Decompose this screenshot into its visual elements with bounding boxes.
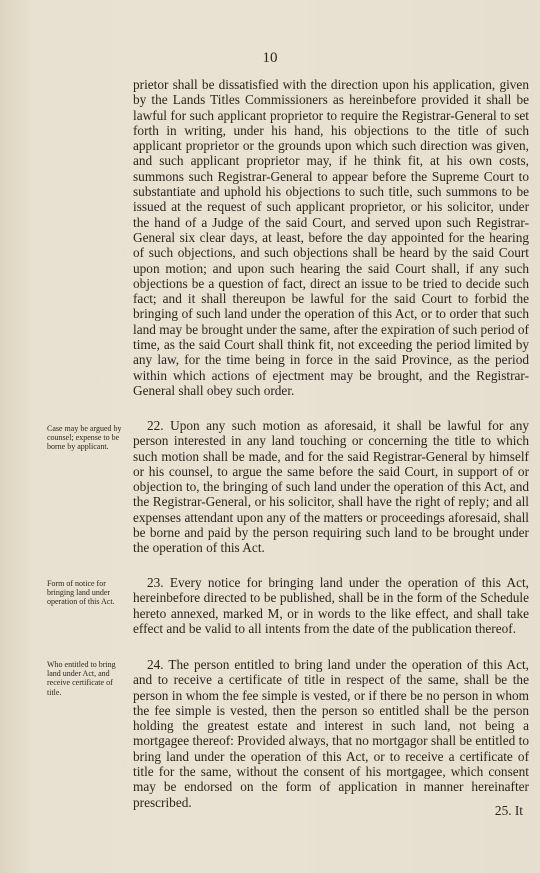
continuation-paragraph	[133, 77, 529, 398]
sidenote-section-23: Form of notice for bringing land under operation of this Act.	[47, 579, 115, 607]
sidenote-section-22: Case may be argued by counsel; expense to be borne by applicant.	[47, 424, 122, 452]
sidenote-section-24: Who entitled to bring land under Act, and receive certificate of title.	[47, 660, 116, 697]
section-24	[133, 657, 529, 810]
page-number: 10	[262, 50, 278, 66]
section-23	[133, 575, 529, 636]
section-22	[133, 418, 529, 556]
continuation-text: prietor shall be dissatisfied with the direction upon his application, given by the Lands Titles Commissioners as hereinbefore provided it shall be lawful for such applicant proprietor to require the Registrar-General to set forth in writing, under his hand, his objections to the title of such applicant proprietor or the grounds upon which such direction was given, and such applicant proprietor may, if he think fit, at his own costs, summons such Registrar-General to appear before the Supreme Court to substantiate and uphold his objections to such title, such summons to be issued at the request of such applicant proprietor, or his solicitor, under the hand of a Judge of the said Court, and served upon such Registrar-General six clear days, at least, before the day appointed for the hearing of such objections, and such objections shall be heard by the said Court upon motion; and upon such hearing the said Court shall, if any such objections be a question of fact, direct an issue to be tried to decide such fact; and it shall thereupon be lawful for the said Court to forbid the bringing of such land under the operation of this Act, or to order that such land may be brought under the same, after the expiration of such period of time, as the said Court shall think fit, not exceeding the period limited by any law, for the time being in force in the said Province, as the period within which actions of ejectment may be brought, and the Registrar-General shall obey such order.	[133, 77, 529, 398]
section-23-text: 23. Every notice for bringing land under the operation of this Act, hereinbefore directed to be published, shall be in the form of the Schedule hereto annexed, marked M, or in words to the like effect, and shall take effect and be valid to all intents from the date of the publication thereof.	[133, 575, 529, 636]
section-24-text: 24. The person entitled to bring land under the operation of this Act, and to receive a certificate of title in respect of the same, shall be the person in whom the fee simple is vested, or if there be no person in whom the fee simple is vested, then the person so entitled shall be the person holding the greatest estate and interest in such land, not being a mortgagee thereof: Provided always, that no mortgagor shall be entitled to bring land under the operation of this Act, or to receive a certificate of title for the same, without the consent of his mortgagee, which consent may be endorsed on the form of application in manner hereinafter prescribed.	[133, 657, 529, 810]
catchword: 25. It	[494, 803, 523, 818]
section-22-text: 22. Upon any such motion as aforesaid, it shall be lawful for any person interested in any land touching or concerning the title to which such motion shall be made, and for the said Registrar-General by himself or his counsel, to argue the same before the said Court, in support of or objection to, the bringing of such land under the operation of this Act, and the Registrar-General, or his solicitor, shall have the right of reply; and all expenses attendant upon any of the matters or proceedings aforesaid, shall be borne and paid by the person requiring such land to be brought under the operation of this Act.	[133, 418, 529, 556]
